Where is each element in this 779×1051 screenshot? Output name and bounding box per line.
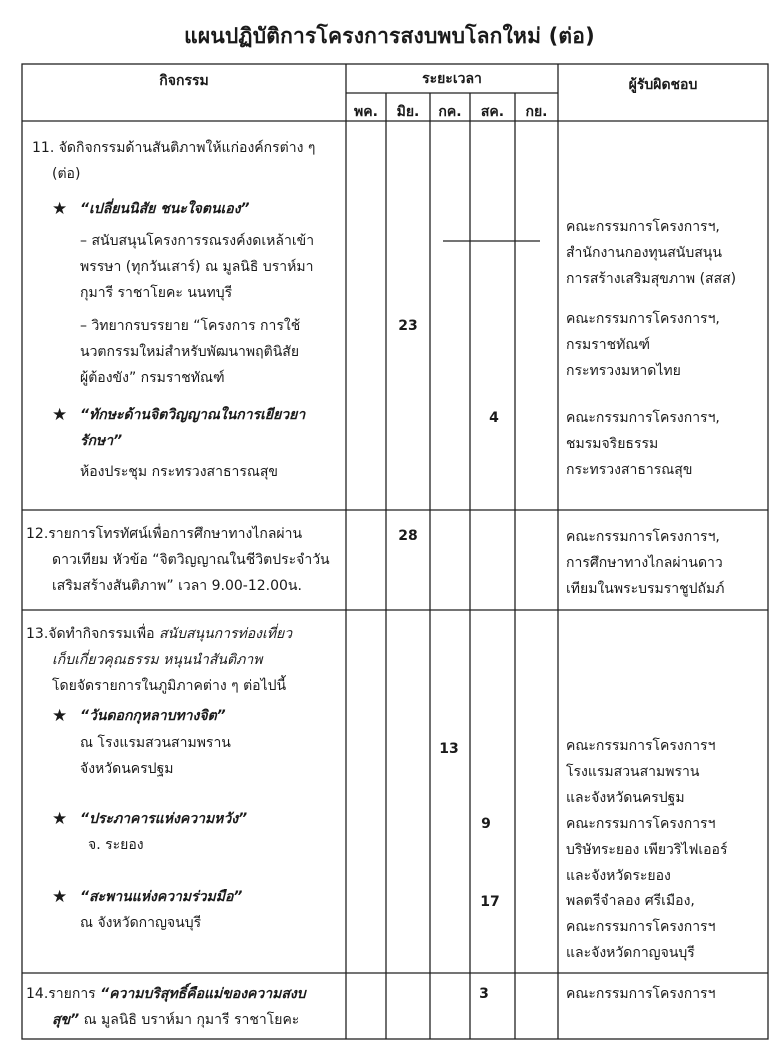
row13-a-line: ณ โรงแรมสวนสามพราน (80, 735, 231, 751)
header-month-aug: สค. (480, 104, 505, 120)
row11-sub1-line: – สนับสนุนโครงการรณรงค์งดเหล้าเข้า (80, 233, 315, 249)
star-icon: ★ (52, 809, 68, 829)
row13-a-resp: คณะกรรมการโครงการฯ (566, 738, 716, 754)
header-activity: กิจกรรม (159, 73, 209, 89)
row11-sub1-line: – วิทยากรบรรยาย “โครงการ การใช้ (80, 318, 301, 334)
row14-line2: สุข” ณ มูลนิธิ บราห์มา กุมารี ราชาโยคะ (52, 1012, 300, 1028)
header-month-jun: มิย. (396, 104, 420, 120)
row13-b-date: 9 (481, 816, 491, 832)
row13-c-place: ณ จังหวัดกาญจนบุรี (80, 915, 202, 931)
row12-resp: คณะกรรมการโครงการฯ, (566, 529, 720, 545)
star-icon: ★ (52, 405, 68, 425)
row11-sub1-line: ผู้ต้องขัง” กรมราชทัณฑ์ (80, 370, 225, 386)
row14-date: 3 (479, 986, 489, 1002)
row11-sub1-resp-b: กรมราชทัณฑ์ (566, 337, 650, 353)
star-icon: ★ (52, 887, 68, 907)
row13-a-line: จังหวัดนครปฐม (80, 761, 174, 777)
row11-sub1-resp-a: การสร้างเสริมสุขภาพ (สสส) (566, 271, 737, 287)
row13-a-resp: โรงแรมสวนสามพราน (566, 764, 700, 780)
row11-heading-line2: (ต่อ) (52, 166, 81, 182)
row14-resp: คณะกรรมการโครงการฯ (566, 986, 716, 1002)
row13-a-date: 13 (439, 741, 459, 757)
row11-sub1-resp-b: กระทรวงมหาดไทย (566, 363, 681, 379)
row13-line3: โดยจัดรายการในภูมิภาคต่าง ๆ ต่อไปนี้ (52, 678, 287, 694)
row13-line1: 13.จัดทำกิจกรรมเพื่อ สนับสนุนการท่องเที่ยว (26, 626, 293, 642)
row12-date: 28 (398, 528, 418, 544)
row11-sub1-resp-a: สำนักงานกองทุนสนับสนุน (566, 245, 722, 261)
row12-line: ดาวเทียม หัวข้อ “จิตวิญญาณในชีวิตประจำวัน (52, 552, 330, 568)
row11-sub2-date: 4 (489, 410, 499, 426)
row12-resp: การศึกษาทางไกลผ่านดาว (566, 555, 723, 571)
row11-sub2-place: ห้องประชุม กระทรวงสาธารณสุข (80, 464, 278, 480)
header-month-jul: กค. (438, 104, 462, 120)
row11-sub1-resp-a: คณะกรรมการโครงการฯ, (566, 219, 720, 235)
row11-sub2-resp: กระทรวงสาธารณสุข (566, 462, 693, 478)
star-icon: ★ (52, 199, 68, 219)
row13-c-date: 17 (480, 894, 500, 910)
row11-sub2-resp: ชมรมจริยธรรม (566, 436, 659, 452)
row13-c-resp: คณะกรรมการโครงการฯ (566, 919, 716, 935)
row13-c-resp: และจังหวัดกาญจนบุรี (566, 945, 695, 961)
row13-line2: เก็บเกี่ยวคุณธรรม หนุนนำสันติภาพ (52, 652, 263, 668)
row12-resp: เทียมในพระบรมราชูปถัมภ์ (566, 581, 725, 597)
row13-b-resp: บริษัทระยอง เพียวริไฟเออร์ (566, 842, 728, 858)
row11-sub2-title-line1: “ทักษะด้านจิตวิญญาณในการเยียวยา (80, 407, 306, 423)
row11-sub1-line: พรรษา (ทุกวันเสาร์) ณ มูลนิธิ บราห์มา (80, 259, 314, 275)
row11-sub1-line: กุมารี ราชาโยคะ นนทบุรี (80, 285, 233, 301)
row11-sub1-line: นวตกรรมใหม่สำหรับพัฒนาพฤตินิสัย (80, 344, 300, 360)
row13-b-title: “ประภาคารแห่งความหวัง” (80, 811, 248, 827)
header-period: ระยะเวลา (422, 71, 482, 87)
header-responsible: ผู้รับผิดชอบ (628, 77, 698, 93)
row11-sub1-date: 23 (398, 318, 418, 334)
row11-sub2-resp: คณะกรรมการโครงการฯ, (566, 410, 720, 426)
row11-heading-line1: 11. จัดกิจกรรมด้านสันติภาพให้แก่องค์กรต่าง ๆ (32, 140, 316, 156)
row13-a-resp: และจังหวัดนครปฐม (566, 790, 685, 806)
row12-line: 12.รายการโทรทัศน์เพื่อการศึกษาทางไกลผ่าน (26, 526, 303, 542)
header-month-may: พค. (354, 104, 378, 120)
row13-b-resp: คณะกรรมการโครงการฯ (566, 816, 716, 832)
row11-sub1-resp-b: คณะกรรมการโครงการฯ, (566, 311, 720, 327)
row13-b-resp: และจังหวัดระยอง (566, 868, 671, 884)
row13-c-resp: พลตรีจำลอง ศรีเมือง, (566, 893, 695, 909)
row11-sub2-title-line2: รักษา” (80, 433, 123, 449)
page-title: แผนปฏิบัติการโครงการสงบพบโลกใหม่ (ต่อ) (184, 24, 595, 48)
row13-a-title: “วันดอกกุหลาบทางจิต” (80, 708, 226, 724)
row11-sub1-title: “เปลี่ยนนิสัย ชนะใจตนเอง” (80, 201, 250, 217)
row13-c-title: “สะพานแห่งความร่วมมือ” (80, 889, 243, 905)
row13-b-place: จ. ระยอง (88, 837, 144, 853)
row12-line: เสริมสร้างสันติภาพ” เวลา 9.00-12.00น. (52, 578, 302, 594)
header-month-sep: กย. (525, 104, 548, 120)
row14-line1: 14.รายการ “ความบริสุทธิ์คือแม่ของความสงบ (26, 986, 306, 1002)
star-icon: ★ (52, 706, 68, 726)
